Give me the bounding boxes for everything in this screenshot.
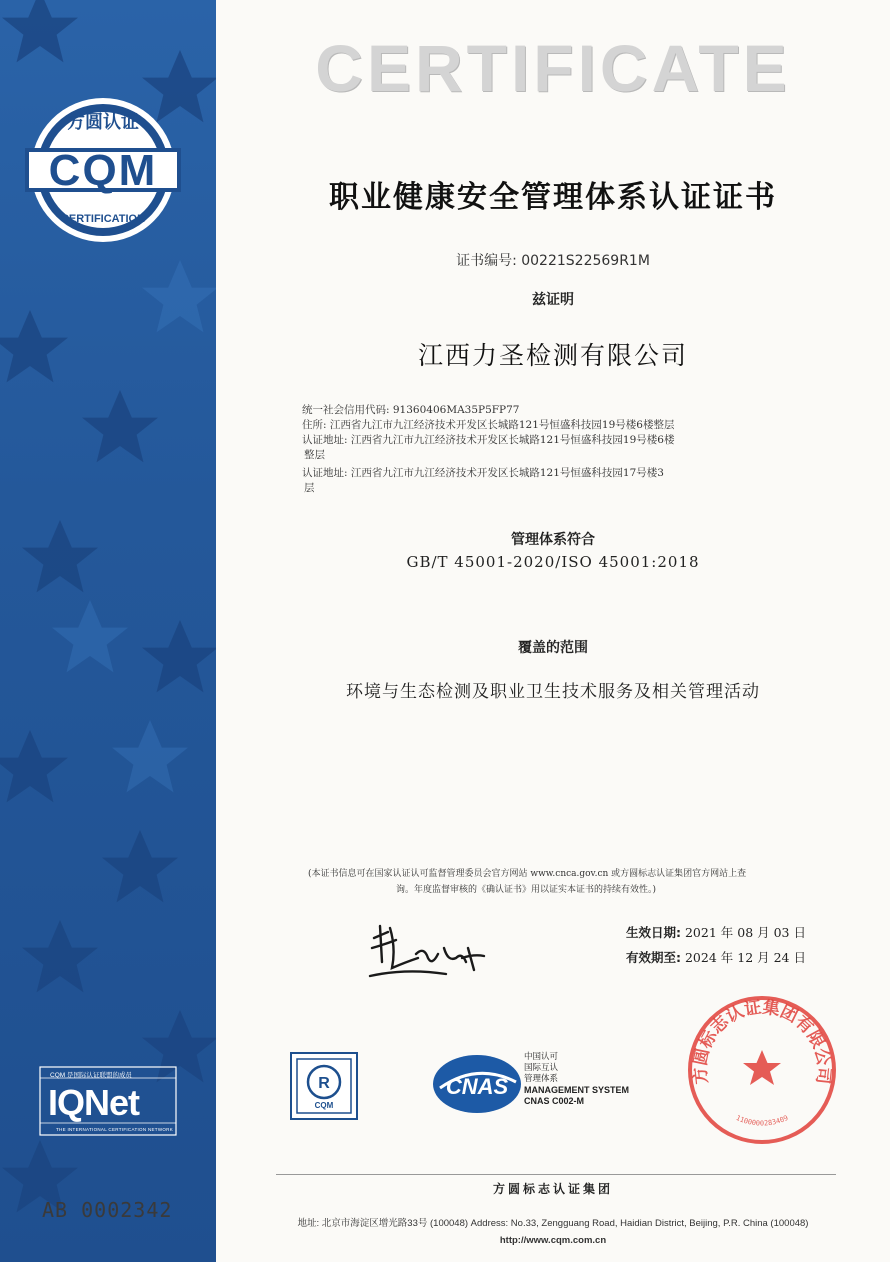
iqnet-logo-word: IQNet xyxy=(48,1082,140,1123)
note-line-1: (本证书信息可在国家认证认可监督管理委员会官方网站 www.cnca.gov.cn 或方圆标志认证集团官方网站上查 xyxy=(308,869,747,879)
certificate-banner: CERTIFICATE xyxy=(315,31,791,105)
effective-date-value: 2021 年 08 月 03 日 xyxy=(684,925,806,940)
footer-divider xyxy=(276,1174,836,1175)
company-details xyxy=(302,403,848,496)
company-name: 江西力圣检测有限公司 xyxy=(417,341,688,370)
svg-text:CQM: CQM xyxy=(314,1101,334,1110)
cqm-logo-sub-text: CERTIFICATION xyxy=(60,213,146,225)
certificate-number: 证书编号: 00221S22569R1M xyxy=(456,253,650,269)
cqm-logo-main-text: CQM xyxy=(48,146,158,195)
company-seal xyxy=(684,992,840,1148)
cert-address-1: 认证地址: 江西省九江市九江经济技术开发区长城路121号恒盛科技园19号楼6楼 xyxy=(302,434,675,446)
expiry-date-label: 有效期至: xyxy=(626,950,681,965)
registered-address: 住所: 江西省九江市九江经济技术开发区长城路121号恒盛科技园19号楼6楼整层 xyxy=(302,419,675,431)
svg-text:R: R xyxy=(318,1075,330,1092)
cnas-logo xyxy=(430,1052,524,1116)
cqm-registered-mark xyxy=(290,1052,358,1120)
cert-address-2: 认证地址: 江西省九江市九江经济技术开发区长城路121号恒盛科技园17号楼3 xyxy=(302,467,664,479)
effective-date-label: 生效日期: xyxy=(626,925,681,940)
svg-text:1100000283409: 1100000283409 xyxy=(734,1113,790,1128)
svg-text:CNAS: CNAS xyxy=(445,1074,509,1099)
cert-address-2-cont: 层 xyxy=(304,482,315,494)
certificate-body xyxy=(216,0,890,1262)
svg-text:方圆标志认证集团有限公司: 方圆标志认证集团有限公司 xyxy=(690,997,834,1086)
expiry-date xyxy=(626,948,806,966)
iqnet-subtitle: THE INTERNATIONAL CERTIFICATION NETWORK xyxy=(56,1127,174,1132)
hereby-certify-label: 兹证明 xyxy=(532,292,574,308)
note-line-2: 询。年度监督审核的《确认证书》用以证实本证书的持续有效性。) xyxy=(396,885,657,895)
iqnet-caption: CQM 是国际认证联盟的成员 xyxy=(50,1072,132,1079)
standard-text: GB/T 45001-2020/ISO 45001:2018 xyxy=(406,553,700,571)
cqm-logo-top-text: 方圆认证 xyxy=(67,112,139,133)
signature xyxy=(366,918,496,990)
credit-code: 统一社会信用代码: 91360406MA35P5FP77 xyxy=(302,404,520,416)
effective-date xyxy=(626,923,806,941)
certificate-title: 职业健康安全管理体系认证证书 xyxy=(329,180,777,215)
serial-number: AB 0002342 xyxy=(42,1198,173,1222)
footer-url[interactable]: http://www.cqm.com.cn xyxy=(499,1235,607,1246)
left-blue-band xyxy=(0,0,216,1262)
cnas-accreditation-text: 中国认可 国际互认 管理体系 MANAGEMENT SYSTEM CNAS C002-M xyxy=(524,1052,630,1106)
cert-address-1-cont: 整层 xyxy=(304,449,325,461)
verification-note xyxy=(308,866,838,898)
footer-address: 地址: 北京市海淀区增光路33号 (100048) Address: No.33, Zengguang Road, Haidian District, Beijing, P.R. China (100048) xyxy=(297,1218,809,1229)
scope-text: 环境与生态检测及职业卫生技术服务及相关管理活动 xyxy=(346,682,760,702)
footer-group-name: 方圆标志认证集团 xyxy=(492,1182,613,1196)
expiry-date-value: 2024 年 12 月 24 日 xyxy=(684,950,806,965)
scope-label: 覆盖的范围 xyxy=(518,640,588,656)
conformity-label: 管理体系符合 xyxy=(511,532,595,548)
